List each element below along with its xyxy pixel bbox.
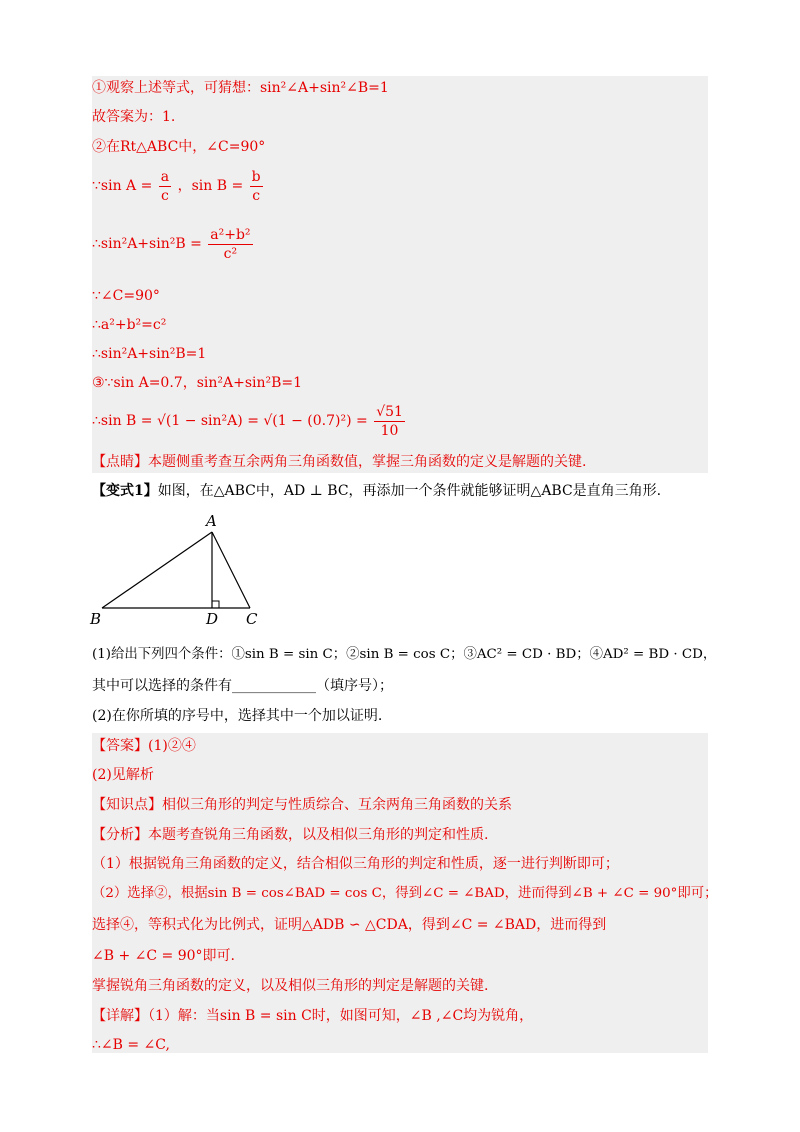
vertex-label-a: A — [206, 512, 217, 530]
sin-sum-label: ∴sin²A+sin²B = — [92, 236, 202, 252]
solution-line-8: ∴sin²A+sin²B=1 — [92, 346, 207, 362]
variant-heading: 【变式1】 — [92, 483, 158, 499]
vertex-label-c: C — [246, 610, 258, 628]
solution-line-9: ③∵sin A=0.7，sin²A+sin²B=1 — [92, 375, 303, 391]
solution-remark: 【点睛】本题侧重考查互余两角三角函数值，掌握三角函数的定义是解题的关键. — [92, 454, 587, 470]
solution-line-1: ①观察上述等式，可猜想：sin²∠A+sin²∠B=1 — [92, 80, 389, 96]
detail-line-1: 【详解】（1）解：当sin B = sin C时，如图可知，∠B ,∠C均为锐角， — [92, 1008, 534, 1024]
solution-line-3: ②在Rt△ABC中，∠C=90° — [92, 139, 266, 155]
knowledge-point: 【知识点】相似三角形的判定与性质综合、互余两角三角函数的关系 — [92, 797, 512, 813]
analysis-step-3: 选择④，等积式化为比例式，证明△ADB ∽ △CDA，得到∠C = ∠BAD，进而得到 — [92, 917, 607, 933]
question-2: (2)在你所填的序号中，选择其中一个加以证明. — [92, 708, 383, 724]
analysis-summary: 掌握锐角三角函数的定义，以及相似三角形的判定是解题的关键. — [92, 978, 489, 994]
triangle-figure — [88, 510, 268, 630]
answer-line-1: 【答案】(1)②④ — [92, 738, 196, 754]
fraction-b-over-c: $\frac{b}{c}$ — [251, 168, 261, 204]
detail-line-2: ∴∠B = ∠C, — [92, 1037, 170, 1053]
side-ab — [102, 532, 212, 608]
solution-line-6: ∵∠C=90° — [92, 288, 160, 304]
analysis-step-1: （1）根据锐角三角函数的定义，结合相似三角形的判定和性质，逐一进行判断即可； — [92, 856, 619, 872]
solution-line-10 — [92, 401, 407, 441]
analysis-step-4: ∠B + ∠C = 90°即可. — [92, 948, 235, 964]
sin-b-label: ，sin B = — [177, 178, 244, 194]
right-angle-mark — [212, 601, 219, 608]
vertex-label-d: D — [206, 610, 219, 628]
fraction-a2b2-over-c2: $\frac{\text{a²+b²}}{\text{c²}}$ — [210, 226, 251, 262]
question-1-blank: 其中可以选择的条件有____________（填序号）； — [92, 678, 393, 694]
answer-line-2: (2)见解析 — [92, 767, 154, 783]
fraction-a-over-c: $\frac{a}{c}$ — [160, 168, 170, 204]
fraction-sqrt51-over-10: $\frac{√51}{10}$ — [376, 403, 403, 439]
solution-line-5 — [92, 222, 255, 266]
side-ac — [212, 532, 250, 608]
variant-text: 如图，在△ABC中，AD ⊥ BC，再添加一个条件就能够证明△ABC是直角三角形. — [157, 483, 662, 499]
vertex-label-b: B — [90, 610, 102, 628]
analysis-heading: 【分析】本题考查锐角三角函数，以及相似三角形的判定和性质. — [92, 827, 489, 843]
sin-b-root-label: ∴sin B = √(1 − sin²A) = √(1 − (0.7)²) = — [92, 413, 368, 429]
solution-line-2: 故答案为：1. — [92, 109, 176, 125]
analysis-step-2: （2）选择②，根据sin B = cos∠BAD = cos C，得到∠C = ∠BAD，进而得到∠B + ∠C = 90°即可； — [92, 886, 718, 901]
solution-line-4 — [92, 166, 265, 206]
solution-line-7: ∴a²+b²=c² — [92, 317, 167, 333]
sin-a-label: ∵sin A = — [92, 178, 153, 194]
variant-question — [92, 481, 661, 501]
question-1: (1)给出下列四个条件：①sin B = sin C；②sin B = cos C；③AC² = CD · BD；④AD² = BD · CD， — [92, 647, 717, 662]
